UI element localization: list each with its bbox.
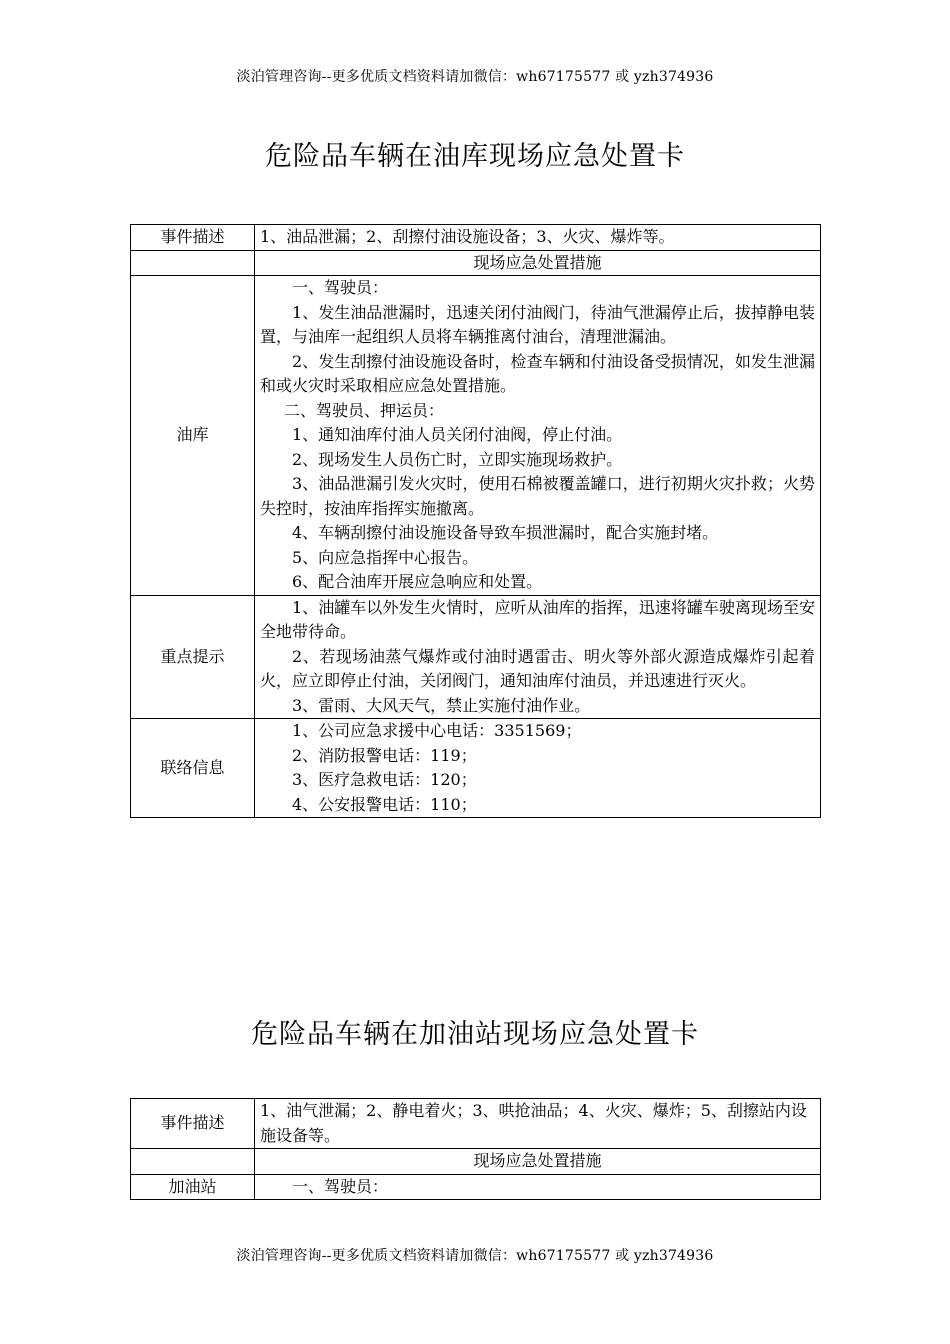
card1-title: 危险品车辆在油库现场应急处置卡 [265,141,685,172]
card1-tips-row [131,595,821,719]
card1-table [130,224,821,818]
card2-event-text: 1、油气泄漏；2、静电着火；3、哄抢油品；4、火灾、爆炸；5、刮擦站内设施设备等。 [255,1099,821,1149]
card1-contact-row [131,719,821,818]
card1-measures-header-row [131,250,821,276]
card1-measures-header: 现场应急处置措施 [255,250,821,276]
card1-tips-para: 3、雷雨、大风天气，禁止实施付油作业。 [292,695,591,715]
card1-event-row [131,225,821,251]
card2-measures-empty-cell [131,1149,255,1175]
card1-event-text: 1、油品泄漏；2、刮擦付油设施设备；3、火灾、爆炸等。 [255,225,821,251]
card1-contact-line: 2、消防报警电话：119； [292,745,477,765]
card1-location-para: 3、油品泄漏引发火灾时，使用石棉被覆盖罐口，进行初期火灾扑救；火势失控时，按油库指挥实施撤离。 [260,474,815,518]
card2-event-row [131,1099,821,1149]
footer-note: 淡泊管理咨询--更多优质文档资料请加微信：wh67175577 或 yzh374936 [236,1248,714,1264]
card2-location-row [131,1174,821,1200]
card2-measures-header-row [131,1149,821,1175]
card1-contact-line: 3、医疗急救电话：120； [292,770,477,789]
card1-location-para: 2、现场发生人员伤亡时，立即实施现场救护。 [292,449,623,469]
card1-location-para: 1、通知油库付油人员关闭付油阀，停止付油。 [292,425,623,444]
card1-location-para: 一、驾驶员： [292,278,389,297]
card2-location-para: 一、驾驶员： [292,1176,389,1196]
card1-contact-line: 4、公安报警电话：110； [292,794,477,814]
card1-tips-para: 2、若现场油蒸气爆炸或付油时遇雷击、明火等外部火源造成爆炸引起着火，应立即停止付油，关闭阀门，通知油库付油员，并迅速进行灭火。 [260,646,815,690]
card1-location-para: 二、驾驶员、押运员： [284,400,445,420]
card1-event-label: 事件描述 [131,225,255,251]
card1-location-row [131,276,821,596]
card1-location-para: 5、向应急指挥中心报告。 [292,547,479,567]
card1-location-para: 6、配合油库开展应急响应和处置。 [292,572,543,591]
card1-tips-label: 重点提示 [131,595,255,719]
card2-measures-header: 现场应急处置措施 [255,1149,821,1175]
card1-location-para: 1、发生油品泄漏时，迅速关闭付油阀门，待油气泄漏停止后，拔掉静电装置，与油库一起组织人员将车辆推离付油台，清理泄漏油。 [260,302,815,346]
card1-tips-para: 1、油罐车以外发生火情时，应听从油库的指挥，迅速将罐车驶离现场至安全地带待命。 [260,597,815,641]
card2-event-label: 事件描述 [131,1099,255,1149]
card2-title: 危险品车辆在加油站现场应急处置卡 [251,1019,699,1050]
card1-location-content [255,276,821,596]
card1-location-para: 2、发生刮擦付油设施设备时，检查车辆和付油设备受损情况，如发生泄漏和或火灾时采取相应应急处置措施。 [260,351,815,395]
card2-location-label: 加油站 [131,1174,255,1200]
card1-contact-content [255,719,821,818]
header-note: 淡泊管理咨询--更多优质文档资料请加微信：wh67175577 或 yzh374936 [236,69,714,85]
card2-table [130,1098,821,1200]
card1-location-para: 4、车辆刮擦付油设施设备导致车损泄漏时，配合实施封堵。 [292,523,719,542]
card1-tips-content [255,595,821,719]
card1-contact-line: 1、公司应急求援中心电话：3351569； [292,721,582,740]
card1-measures-empty-cell [131,250,255,276]
card1-location-label: 油库 [131,276,255,596]
card2-location-content [255,1174,821,1200]
card1-contact-label: 联络信息 [131,719,255,818]
